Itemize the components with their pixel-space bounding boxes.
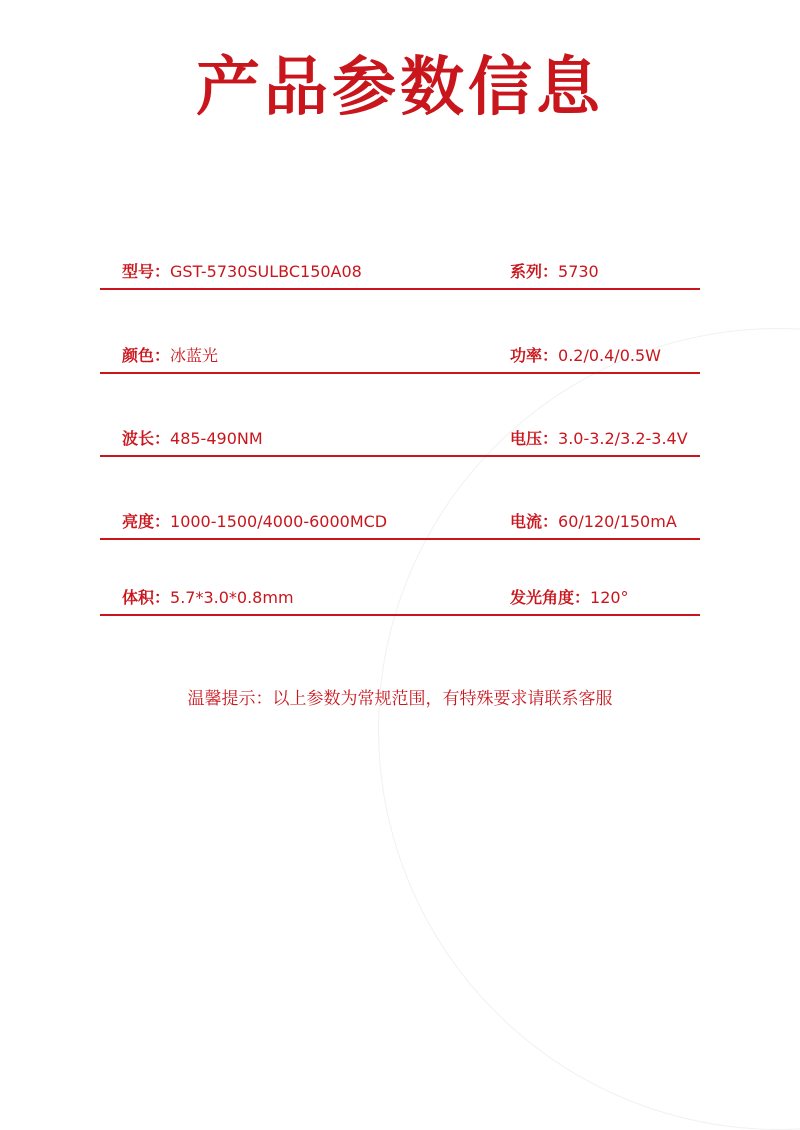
- spec-label: 电流：: [510, 512, 559, 531]
- spec-brightness: [122, 509, 387, 532]
- spec-value: 1000-1500/4000-6000MCD: [170, 512, 388, 531]
- spec-label: 电压：: [510, 429, 559, 448]
- spec-current: [510, 509, 677, 532]
- spec-value: 120°: [590, 588, 629, 607]
- spec-row: [100, 258, 700, 290]
- spec-label: 颜色：: [122, 346, 171, 365]
- spec-model: [122, 259, 362, 282]
- spec-value: 5.7*3.0*0.8mm: [170, 588, 294, 607]
- spec-row: [100, 508, 700, 540]
- spec-color: [122, 343, 218, 366]
- spec-row: [100, 342, 700, 374]
- spec-value: 3.0-3.2/3.2-3.4V: [558, 429, 688, 448]
- spec-value: 冰蓝光: [170, 346, 219, 365]
- spec-beam-angle: [510, 585, 629, 608]
- spec-wavelength: [122, 426, 263, 449]
- spec-value: 5730: [558, 262, 599, 281]
- spec-label: 系列：: [510, 262, 559, 281]
- spec-size: [122, 585, 294, 608]
- spec-power: [510, 343, 661, 366]
- footnote: 温馨提示：以上参数为常规范围，有特殊要求请联系客服: [187, 689, 613, 709]
- spec-voltage: [510, 426, 688, 449]
- spec-label: 波长：: [122, 429, 171, 448]
- spec-row: [100, 584, 700, 616]
- spec-label: 功率：: [510, 346, 559, 365]
- spec-value: 60/120/150mA: [558, 512, 677, 531]
- spec-label: 亮度：: [122, 512, 171, 531]
- spec-value: GST-5730SULBC150A08: [170, 262, 362, 281]
- spec-series: [510, 259, 599, 282]
- spec-row: [100, 425, 700, 457]
- spec-label: 型号：: [122, 262, 171, 281]
- spec-value: 0.2/0.4/0.5W: [558, 346, 661, 365]
- spec-value: 485-490NM: [170, 429, 263, 448]
- page-title: 产品参数信息: [196, 51, 604, 125]
- spec-label: 体积：: [122, 588, 171, 607]
- spec-label: 发光角度：: [510, 588, 591, 607]
